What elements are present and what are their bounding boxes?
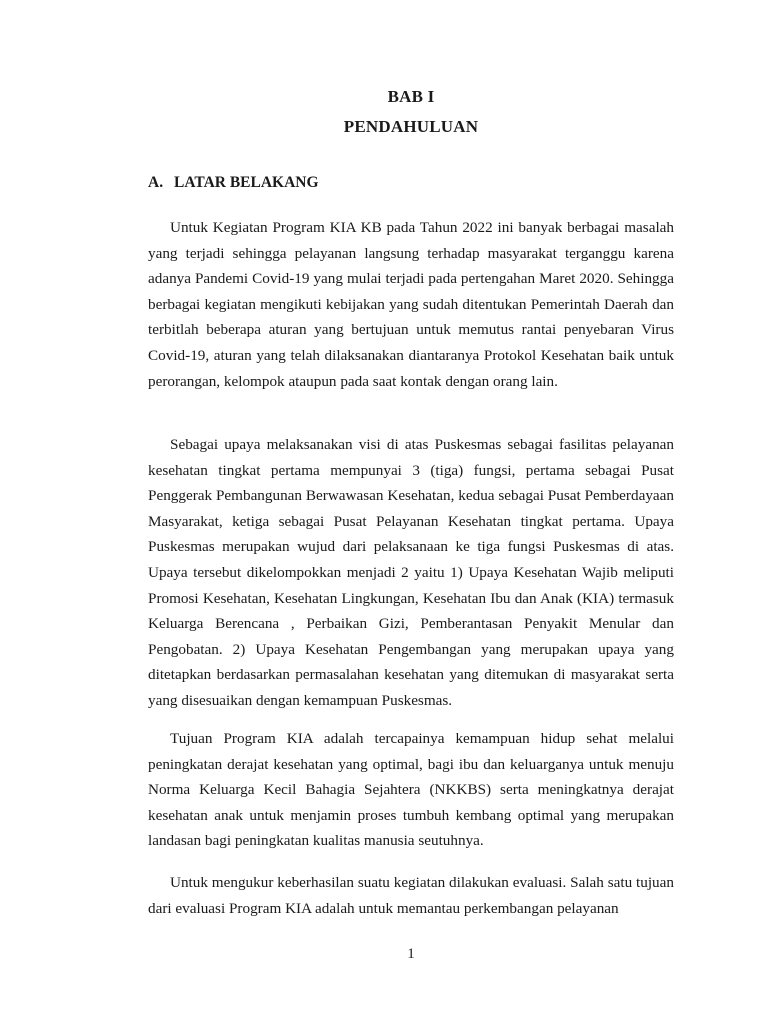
chapter-number: BAB I — [387, 87, 435, 106]
paragraph-kia-goals: Tujuan Program KIA adalah tercapainya kemampuan hidup sehat melalui peningkatan derajat kesehatan yang optimal, bagi ibu dan keluarganya untuk menuju Norma Keluarga Kecil Bahagia Sejahtera (NKKBS) serta meningkatnya derajat kesehatan anak untuk menjamin proses tumbuh kembang optimal yang merupakan landasan bagi peningkatan kualitas manusia seutuhnya. — [148, 730, 674, 850]
section-letter: A. — [148, 174, 164, 191]
chapter-title: PENDAHULUAN — [343, 117, 479, 136]
section-heading — [148, 174, 319, 192]
paragraph-evaluation: Untuk mengukur keberhasilan suatu kegiatan dilakukan evaluasi. Salah satu tujuan dari evaluasi Program KIA adalah untuk memantau perkembangan pelayanan — [148, 874, 674, 917]
paragraph-background-pandemic: Untuk Kegiatan Program KIA KB pada Tahun 2022 ini banyak berbagai masalah yang terjadi sehingga pelayanan langsung terhadap masyarakat terganggu karena adanya Pandemi Covid-19 yang mulai terjadi pada pertengahan Maret 2020. Sehingga berbagai kegiatan mengikuti kebijakan yang sudah ditentukan Pemerintah Daerah dan terbitlah beberapa aturan yang bertujuan untuk memutus rantai penyebaran Virus Covid-19, aturan yang telah dilaksanakan diantaranya Protokol Kesehatan baik untuk perorangan, kelompok ataupun pada saat kontak dengan orang lain. — [148, 219, 674, 390]
page-number: 1 — [407, 946, 415, 962]
paragraph-puskesmas-functions: Sebagai upaya melaksanakan visi di atas Puskesmas sebagai fasilitas pelayanan kesehatan tingkat pertama mempunyai 3 (tiga) fungsi, pertama sebagai Pusat Penggerak Pembangunan Berwawasan Kesehatan, kedua sebagai Pusat Pemberdayaan Masyarakat, ketiga sebagai Pusat Pelayanan Kesehatan tingkat pertama. Upaya Puskesmas merupakan wujud dari pelaksanaan ke tiga fungsi Puskesmas di atas. Upaya tersebut dikelompokkan menjadi 2 yaitu 1) Upaya Kesehatan Wajib meliputi Promosi Kesehatan, Kesehatan Lingkungan, Kesehatan Ibu dan Anak (KIA) termasuk Keluarga Berencana , Perbaikan Gizi, Pemberantasan Penyakit Menular dan Pengobatan. 2) Upaya Kesehatan Pengembangan yang merupakan upaya yang ditetapkan berdasarkan permasalahan kesehatan yang ditemukan di masyarakat serta yang disesuaikan dengan kemampuan Puskesmas. — [148, 436, 674, 709]
section-title: LATAR BELAKANG — [174, 174, 319, 191]
